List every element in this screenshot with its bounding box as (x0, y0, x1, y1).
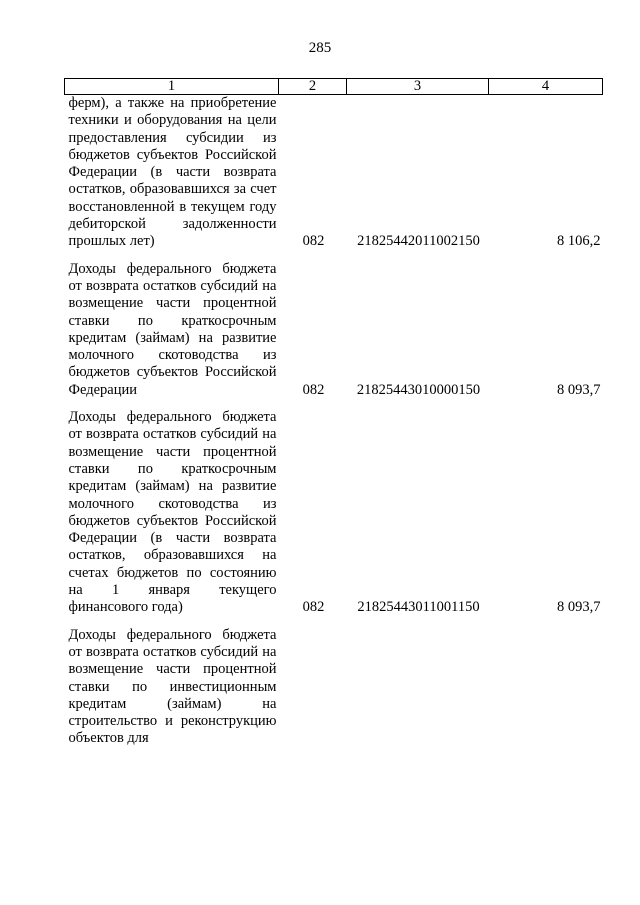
row-amount: 8 093,7 (557, 599, 601, 616)
row-description: ферм), а также на приобретение техники и оборудования на цели предоставления субсидии из бюджетов субъектов Российской Федерации (в части возврата остатков, образовавшихся за счет восстановленной в текущем году дебиторской задолженности прошлых лет) (68, 95, 277, 250)
row-admin-code: 082 (302, 599, 325, 616)
table-row (65, 409, 603, 627)
row-kbk-code (347, 627, 489, 748)
row-kbk-code: 21825443010000150 (356, 381, 481, 398)
column-header-2: 2 (279, 79, 347, 95)
budget-table (64, 78, 603, 748)
table-row (65, 261, 603, 409)
row-kbk-code: 21825442011002150 (357, 233, 480, 250)
table-header-row (65, 79, 603, 95)
column-header-1: 1 (65, 79, 279, 95)
row-admin-code: 082 (302, 233, 325, 250)
column-header-4: 4 (489, 79, 603, 95)
row-amount: 8 106,2 (557, 233, 601, 250)
row-admin-code: 082 (302, 381, 325, 398)
row-description: Доходы федерального бюджета от возврата остатков субсидий на возмещение части процентной ставки по краткосрочным кредитам (займам) на развитие молочного скотоводства из бюджетов субъектов Российской Федерации (68, 260, 277, 398)
table-row (65, 95, 603, 261)
column-header-3: 3 (347, 79, 489, 95)
row-description: Доходы федерального бюджета от возврата остатков субсидий на возмещение части процентной ставки по краткосрочным кредитам (займам) на развитие молочного скотоводства из бюджетов субъектов Российской Федерации (в части возврата остатков, образовавшихся на счетах бюджетов по состоянию на 1 января текущего финансового года) (68, 409, 277, 616)
table-row (65, 627, 603, 748)
page-number: 285 (308, 40, 332, 56)
row-kbk-code: 21825443011001150 (357, 599, 480, 616)
row-amount: 8 093,7 (557, 381, 601, 398)
row-description: Доходы федерального бюджета от возврата остатков субсидий на возмещение части процентной ставки по инвестиционным кредитам (займам) на строительство и реконструкцию объектов для (68, 626, 277, 747)
row-admin-code (279, 627, 347, 748)
row-amount (489, 627, 603, 748)
